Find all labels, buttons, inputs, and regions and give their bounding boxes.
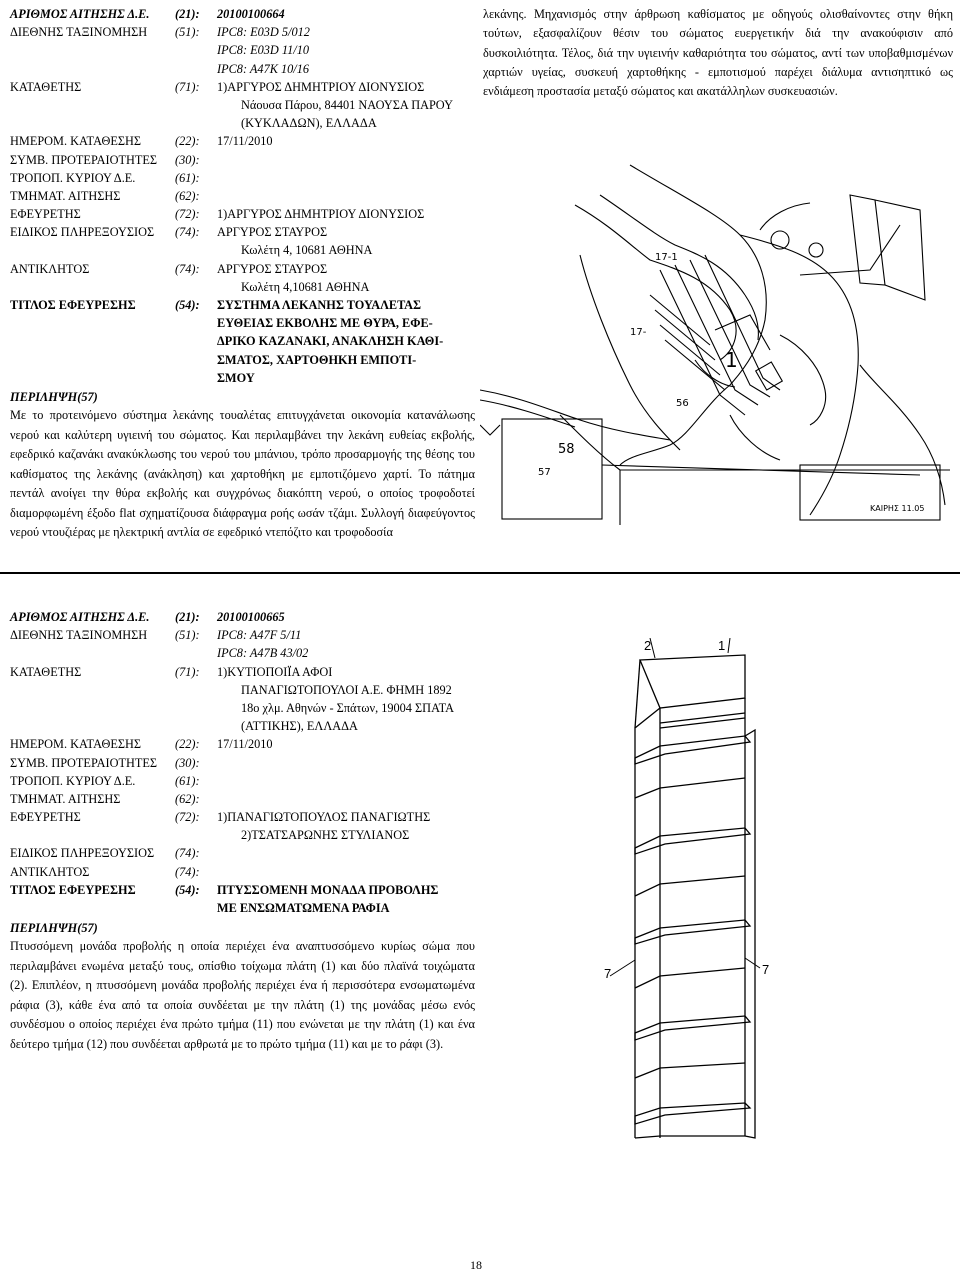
field-code: (30):	[175, 755, 200, 770]
field-label: ΗΜΕΡΟΜ. ΚΑΤΑΘΕΣΗΣ	[10, 737, 142, 752]
field-value: 20100100664	[217, 7, 285, 21]
figure-label: 56	[676, 398, 689, 409]
field-label: ΗΜΕΡΟΜ. ΚΑΤΑΘΕΣΗΣ	[10, 134, 142, 149]
field-row	[10, 790, 475, 808]
field-row	[10, 808, 475, 826]
field-value: IPC8: E03D 11/10	[217, 43, 309, 58]
title-code: (54):	[175, 298, 200, 312]
title-line: ΣΜΑΤΟΣ, ΧΑΡΤΟΘΗΚΗ ΕΜΠΟΤΙ-	[217, 352, 417, 367]
field-label: ΑΡΙΘΜΟΣ ΑΙΤΗΣΗΣ Δ.Ε.	[10, 610, 150, 624]
field-value: IPC8: A47F 5/11	[217, 628, 302, 643]
field-value: 1)ΑΡΓΥΡΟΣ ΔΗΜΗΤΡΙΟΥ ΔΙΟΝΥΣΙΟΣ	[217, 207, 425, 222]
field-label: ΑΡΙΘΜΟΣ ΑΙΤΗΣΗΣ Δ.Ε.	[10, 7, 150, 21]
field-row	[10, 169, 475, 187]
field-label: ΚΑΤΑΘΕΤΗΣ	[10, 664, 82, 679]
field-value: (ΑΤΤΙΚΗΣ), ΕΛΛΑΔΑ	[241, 719, 358, 734]
field-value: 1)ΑΡΓΥΡΟΣ ΔΗΜΗΤΡΙΟΥ ΔΙΟΝΥΣΙΟΣ	[217, 79, 425, 94]
field-code: (72):	[175, 810, 200, 825]
field-row	[10, 151, 475, 169]
field-row	[10, 644, 475, 662]
field-value: ΑΡΓΥΡΟΣ ΣΤΑΥΡΟΣ	[217, 261, 328, 276]
record-20100100664	[10, 5, 475, 543]
figure-label: 7	[604, 966, 612, 981]
field-row	[10, 187, 475, 205]
field-value: 1)ΠΑΝΑΓΙΩΤΟΠΟΥΛΟΣ ΠΑΝΑΓΙΩΤΗΣ	[217, 810, 431, 825]
field-label: ΤΡΟΠΟΠ. ΚΥΡΙΟΥ Δ.Ε.	[10, 773, 136, 788]
field-value: IPC8: A47B 43/02	[217, 646, 309, 661]
field-row	[10, 132, 475, 150]
abstract-continuation: λεκάνης. Μηχανισμός στην άρθρωση καθίσματος με οδηγούς ολισθαίνοντες στην θήκη τούτων, εξασφαλίζουν θέσιν του σώματος ευεργετικήν διά την ανακούφισιν από δυσκοιλιότητα. Τέλος, διά την υγιεινήν καθαριότητα του σώματος, αντί των υποβαθμισμένων χαρτιών υγείας, συσκευή χαρτοθήκης - εμποτισμού παρέχει διάλυμα αντισηπτικό ως ενδιάμεση προστασία μεταξύ σώματος και ακατάλληλων συσκευασιών.	[483, 7, 953, 99]
field-code: (22):	[175, 134, 200, 149]
field-row	[10, 60, 475, 78]
field-code: (21):	[175, 7, 200, 21]
field-row	[10, 608, 475, 626]
abstract-heading: ΠΕΡΙΛΗΨΗ(57)	[10, 920, 98, 935]
field-code: (61):	[175, 773, 200, 788]
field-value: Κωλέτη 4,10681 ΑΘΗΝΑ	[241, 279, 370, 294]
field-row	[10, 663, 475, 681]
field-row	[10, 96, 475, 114]
field-label: ΔΙΕΘΝΗΣ ΤΑΞΙΝΟΜΗΣΗ	[10, 25, 148, 40]
record-20100100665	[10, 608, 475, 1054]
field-row	[10, 626, 475, 644]
field-code: (21):	[175, 610, 200, 624]
title-row	[10, 881, 475, 918]
figure-label: 17-	[630, 327, 647, 338]
field-code: (30):	[175, 152, 200, 167]
title-line: ΣΥΣΤΗΜΑ ΛΕΚΑΝΗΣ ΤΟΥΑΛΕΤΑΣ	[217, 298, 422, 312]
field-code: (51):	[175, 628, 200, 643]
field-value: 20100100665	[217, 610, 285, 624]
field-label: ΕΙΔΙΚΟΣ ΠΛΗΡΕΞΟΥΣΙΟΣ	[10, 225, 155, 240]
title-line: ΠΤΥΣΣΟΜΕΝΗ ΜΟΝΑΔΑ ΠΡΟΒΟΛΗΣ	[217, 882, 439, 897]
title-line: ΣΜΟΥ	[217, 370, 255, 385]
title-line: ΕΥΘΕΙΑΣ ΕΚΒΟΛΗΣ ΜΕ ΘΥΡΑ, ΕΦΕ-	[217, 316, 433, 331]
field-label: ΔΙΕΘΝΗΣ ΤΑΞΙΝΟΜΗΣΗ	[10, 628, 148, 643]
field-row	[10, 863, 475, 881]
field-label: ΤΡΟΠΟΠ. ΚΥΡΙΟΥ Δ.Ε.	[10, 170, 136, 185]
field-label: ΕΙΔΙΚΟΣ ΠΛΗΡΕΞΟΥΣΙΟΣ	[10, 846, 155, 861]
field-row	[10, 205, 475, 223]
field-label: ΑΝΤΙΚΛΗΤΟΣ	[10, 261, 90, 276]
field-value: ΑΡΓΥΡΟΣ ΣΤΑΥΡΟΣ	[217, 225, 328, 240]
field-code: (74):	[175, 846, 200, 861]
field-row	[10, 23, 475, 41]
abstract-heading: ΠΕΡΙΛΗΨΗ(57)	[10, 390, 98, 404]
field-code: (74):	[175, 261, 200, 276]
title-line: ΔΡΙΚΟ ΚΑΖΑΝΑΚΙ, ΑΝΑΚΛΗΣΗ ΚΑΘΙ-	[217, 334, 444, 349]
display-unit-figure	[600, 638, 780, 1178]
field-row	[10, 278, 475, 296]
title-label: ΤΙΤΛΟΣ ΕΦΕΥΡΕΣΗΣ	[10, 298, 136, 312]
invention-title	[217, 296, 475, 387]
field-value: 17/11/2010	[217, 737, 273, 752]
figure-label: 1	[718, 638, 726, 653]
field-value: Κωλέτη 4, 10681 ΑΘΗΝΑ	[241, 243, 373, 258]
record-divider	[0, 572, 960, 574]
field-row	[10, 717, 475, 735]
field-row	[10, 735, 475, 753]
field-label: ΕΦΕΥΡΕΤΗΣ	[10, 810, 81, 825]
field-label: ΤΜΗΜΑΤ. ΑΙΤΗΣΗΣ	[10, 791, 121, 806]
field-code: (74):	[175, 864, 200, 879]
field-code: (62):	[175, 188, 200, 203]
field-row	[10, 844, 475, 862]
figure-label: 58	[558, 442, 575, 457]
page-number: 18	[470, 1258, 482, 1272]
field-value: (ΚΥΚΛΑΔΩΝ), ΕΛΛΑΔΑ	[241, 116, 377, 131]
title-label: ΤΙΤΛΟΣ ΕΦΕΥΡΕΣΗΣ	[10, 882, 136, 897]
field-code: (62):	[175, 791, 200, 806]
field-value: Νάουσα Πάρου, 84401 ΝΑΟΥΣΑ ΠΑΡΟΥ	[241, 97, 453, 112]
field-label: ΕΦΕΥΡΕΤΗΣ	[10, 207, 81, 222]
field-row	[10, 241, 475, 259]
figure-signature: ΚΑΙΡΗΣ 11.05	[870, 504, 925, 513]
field-row	[10, 5, 475, 23]
field-value: 18ο χλμ. Αθηνών - Σπάτων, 19004 ΣΠΑΤΑ	[241, 700, 455, 715]
figure-label: 1	[725, 348, 738, 372]
figure-label: 7	[762, 962, 770, 977]
toilet-system-figure	[480, 135, 955, 525]
field-row	[10, 754, 475, 772]
field-row	[10, 826, 475, 844]
field-row	[10, 772, 475, 790]
field-code: (51):	[175, 25, 200, 40]
field-row	[10, 681, 475, 699]
figure-label: 2	[644, 638, 652, 653]
field-label: ΑΝΤΙΚΛΗΤΟΣ	[10, 864, 90, 879]
field-row	[10, 699, 475, 717]
field-code: (61):	[175, 170, 200, 185]
field-code: (74):	[175, 225, 200, 240]
title-code: (54):	[175, 882, 200, 897]
invention-title	[217, 881, 475, 917]
field-value: 1)ΚΥΤΙΟΠΟΙΪΑ ΑΦΟΙ	[217, 664, 333, 679]
abstract-text: Με το προτεινόμενο σύστημα λεκάνης τουαλέτας επιτυγχάνεται οικονομία κατανάλωσης νερού και καλύτερη υγιεινή του σώματος. Και περιλαμβάνει την λεκάνη ευθείας εκβολής, εφεδρικό καζανάκι ανακύκλωσης του νερού του μπάνιου, τρόπο προσαρμογής της θέσης του καθίσματος της λεκάνης (ανάκληση) και χαρτοθήκη με εμποτιζόμενο χαρτί. Το πάτημα πεντάλ ανοίγει την θύρα εκβολής και συγχρόνως διακόπτη νερού, ο οποίος τροφοδοτεί διαμορφωμένη έξοδο flat σχηματίζουσα διάφραγμα ροής ωσάν τζάμι. Συλλογή διαφεύγοντος νερού ντουζιέρας με ηλεκτρική αντλία σε εφεδρικό ντεπόζιτο και τροφοδοσία	[10, 408, 475, 540]
title-line: ΜΕ ΕΝΣΩΜΑΤΩΜΕΝΑ ΡΑΦΙΑ	[217, 901, 390, 916]
title-row	[10, 296, 475, 387]
field-value: ΠΑΝΑΓΙΩΤΟΠΟΥΛΟΙ Α.Ε. ΦΗΜΗ 1892	[241, 682, 452, 697]
field-row	[10, 41, 475, 59]
field-code: (71):	[175, 664, 200, 679]
field-value: IPC8: A47K 10/16	[217, 61, 309, 76]
field-row	[10, 114, 475, 132]
field-label: ΣΥΜΒ. ΠΡΟΤΕΡΑΙΟΤΗΤΕΣ	[10, 755, 158, 770]
field-value: 2)ΤΣΑΤΣΑΡΩΝΗΣ ΣΤΥΛΙΑΝΟΣ	[241, 828, 410, 843]
field-row	[10, 78, 475, 96]
field-value: 17/11/2010	[217, 134, 273, 149]
figure-label: 57	[538, 467, 551, 478]
field-row	[10, 223, 475, 241]
field-label: ΤΜΗΜΑΤ. ΑΙΤΗΣΗΣ	[10, 188, 121, 203]
field-code: (71):	[175, 79, 200, 94]
figure-label: 17-1	[655, 252, 678, 263]
abstract-text: Πτυσσόμενη μονάδα προβολής η οποία περιέχει ένα αναπτυσσόμενο κυρίως σώμα που περιλαμβάνει ενωμένα μεταξύ τους, οπίσθιο τοίχωμα πλάτη (1) και δύο πλαϊνά τοιχώματα (2). Επιπλέον, η πτυσσόμενη μονάδα προβολής περιέχει ένα ή περισσότερα ενσωματωμένα ράφια (3), κάθε ένα από τα οποία συνδέεται με την πλάτη (1) της μονάδας μέσω ενός συνδέσμου ο οποίος περιέχει ένα πρώτο τμήμα (11) που ενώνεται με την πλάτη (1) και ένα δεύτερο τμήμα (12) που συνδέεται αρθρωτά με το πρώτο τμήμα (11) και με το ράφι (3).	[10, 939, 475, 1051]
field-label: ΚΑΤΑΘΕΤΗΣ	[10, 79, 82, 94]
field-value: IPC8: E03D 5/012	[217, 25, 310, 40]
field-row	[10, 260, 475, 278]
field-code: (72):	[175, 207, 200, 222]
field-label: ΣΥΜΒ. ΠΡΟΤΕΡΑΙΟΤΗΤΕΣ	[10, 152, 158, 167]
field-code: (22):	[175, 737, 200, 752]
